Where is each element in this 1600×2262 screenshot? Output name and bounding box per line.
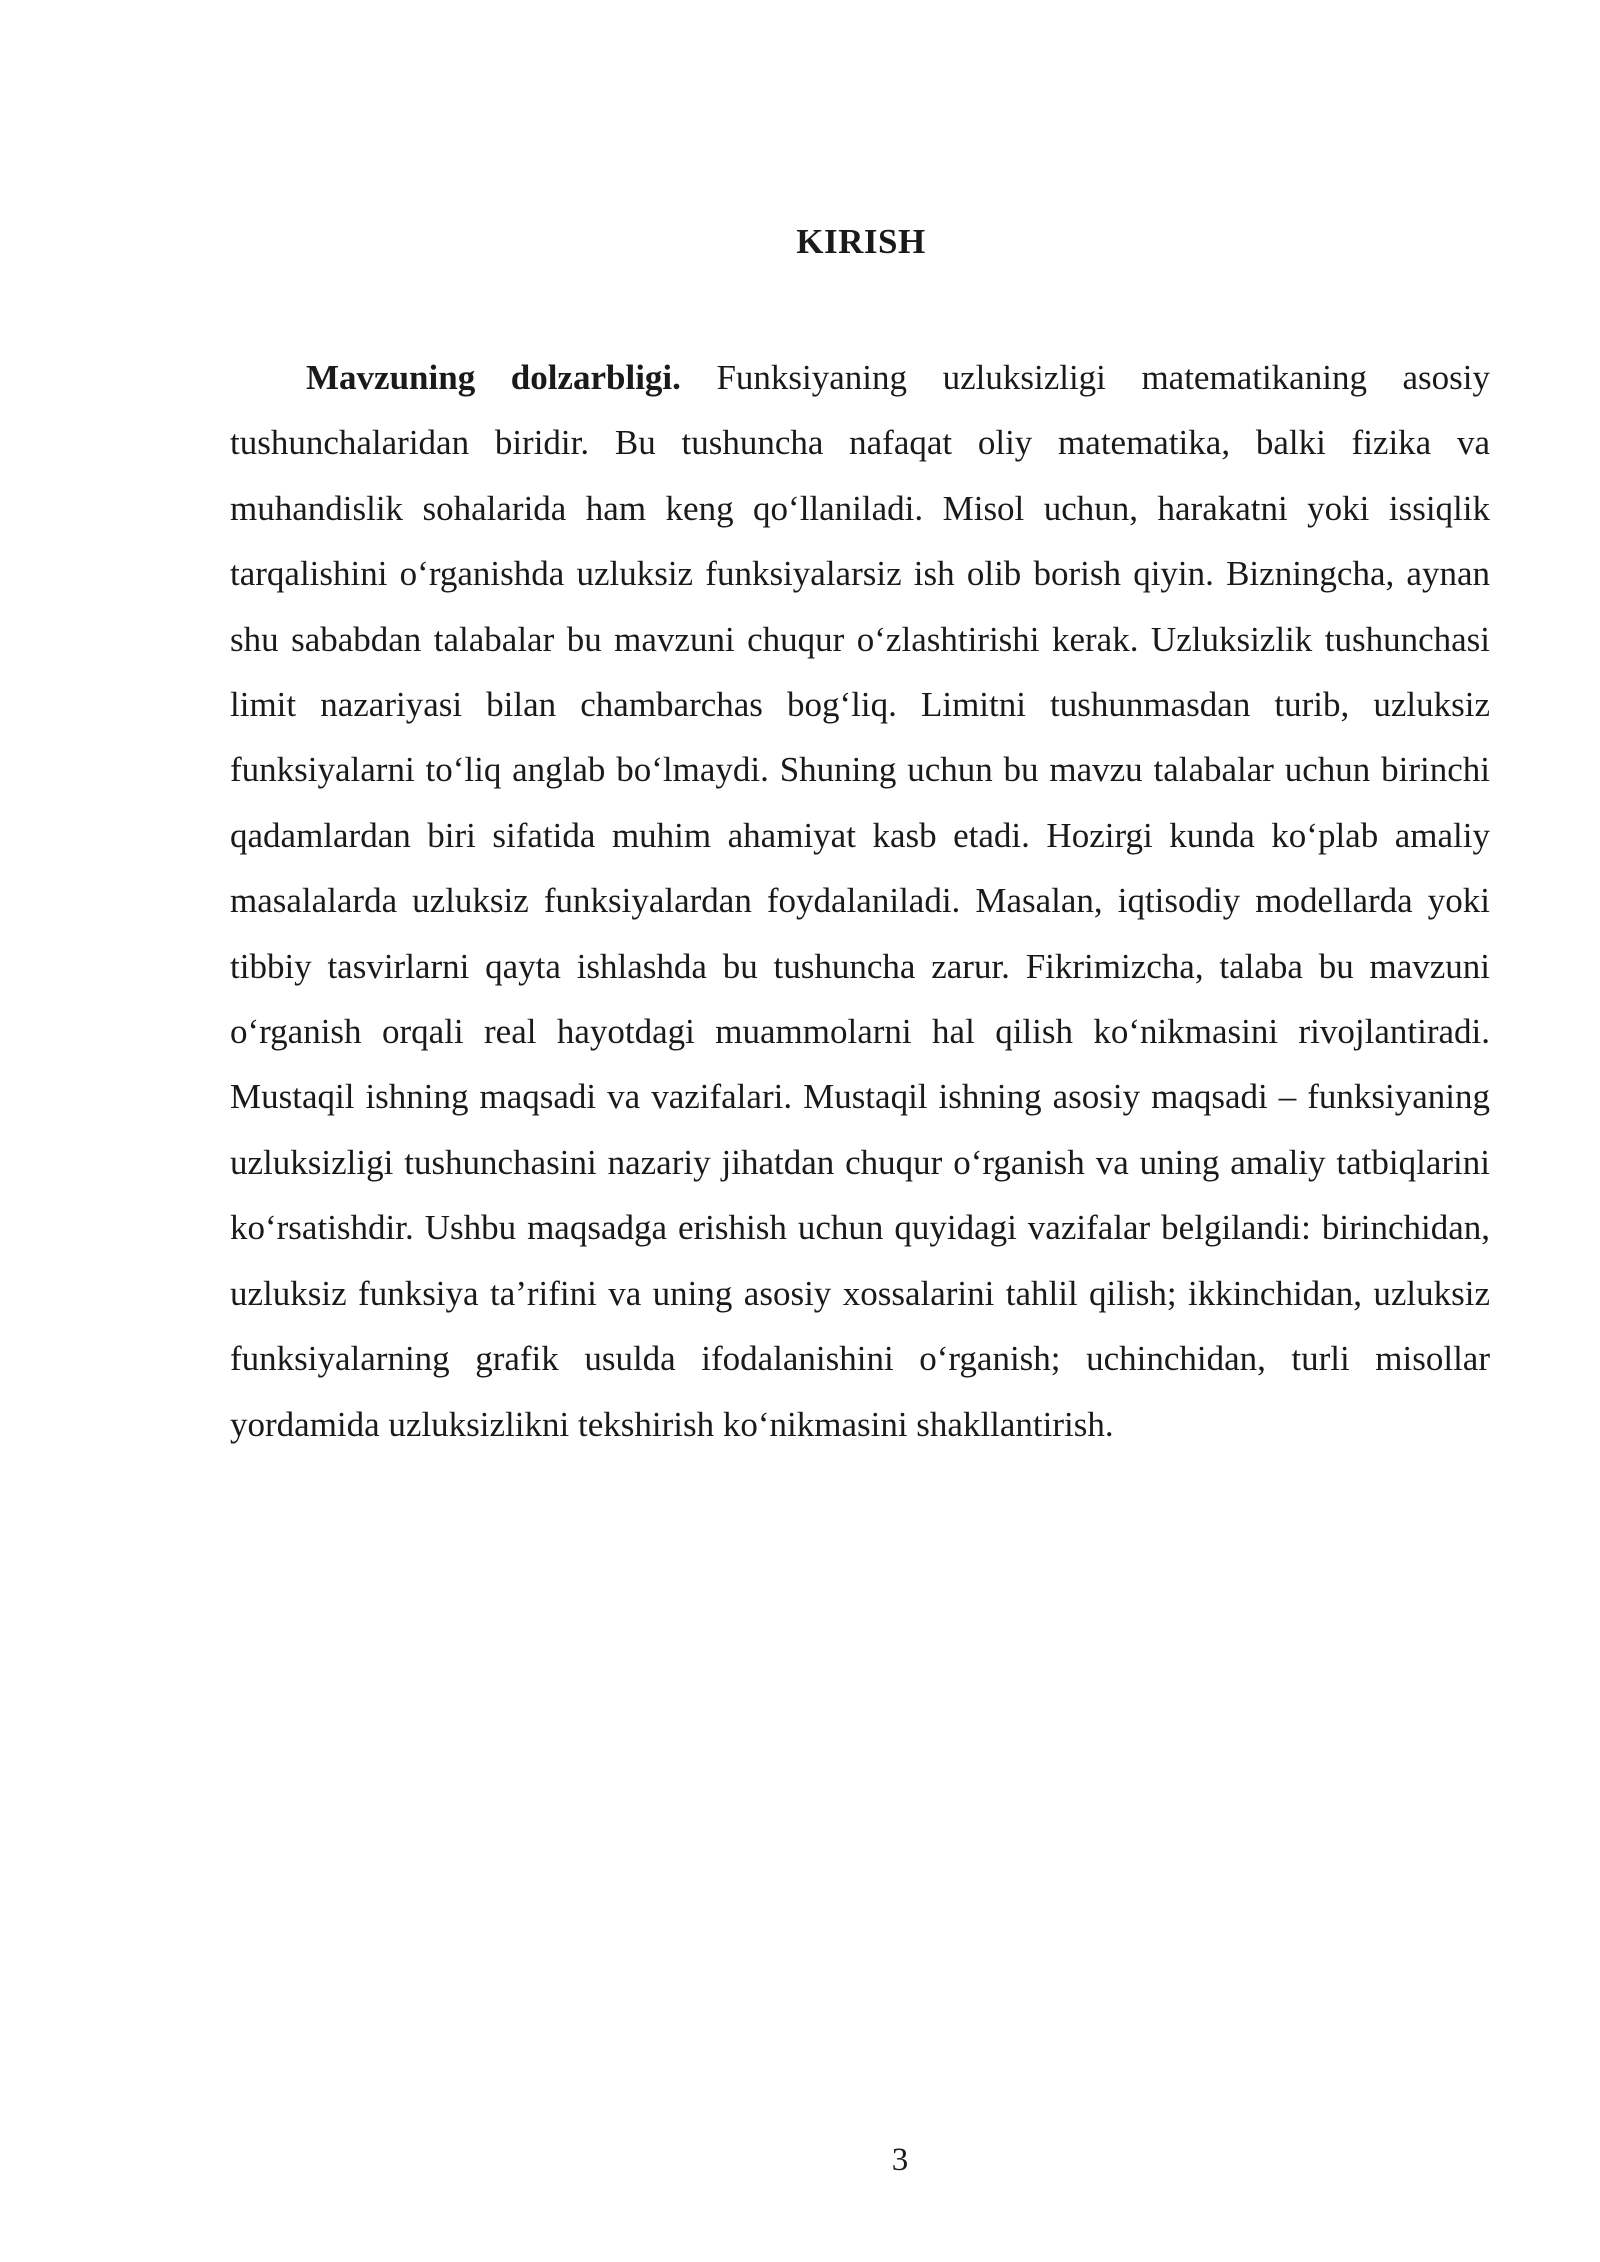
- body-paragraph: [230, 345, 1490, 1457]
- page-number: 3: [891, 2142, 909, 2178]
- paragraph-text: Funksiyaning uzluksizligi matematikaning asosiy tushunchalaridan biridir. Bu tushuncha nafaqat oliy matematika, balki fizika va muhandislik sohalarida ham keng qo‘llaniladi. Misol uchun, harakatni yoki issiqlik tarqalishini o‘rganishda uzluksiz funksiyalarsiz ish olib borish qiyin. Bizningcha, aynan shu sababdan talabalar bu mavzuni chuqur o‘zlashtirishi kerak. Uzluksizlik tushunchasi limit nazariyasi bilan chambarchas bog‘liq. Limitni tushunmasdan turib, uzluksiz funksiyalarni to‘liq anglab bo‘lmaydi. Shuning uchun bu mavzu talabalar uchun birinchi qadamlardan biri sifatida muhim ahamiyat kasb etadi. Hozirgi kunda ko‘plab amaliy masalalarda uzluksiz funksiyalardan foydalaniladi. Masalan, iqtisodiy modellarda yoki tibbiy tasvirlarni qayta ishlashda bu tushuncha zarur. Fikrimizcha, talaba bu mavzuni o‘rganish orqali real hayotdagi muammolarni hal qilish ko‘nikmasini rivojlantiradi. Mustaqil ishning maqsadi va vazifalari. Mustaqil ishning asosiy maqsadi – funksiyaning uzluksizligi tushunchasini nazariy jihatdan chuqur o‘rganish va uning amaliy tatbiqlarini ko‘rsatishdir. Ushbu maqsadga erishish uchun quyidagi vazifalar belgilandi: birinchidan, uzluksiz funksiya ta’rifini va uning asosiy xossalarini tahlil qilish; ikkinchidan, uzluksiz funksiyalarning grafik usulda ifodalanishini o‘rganish; uchinchidan, turli misollar yordamida uzluksizlikni tekshirish ko‘nikmasini shakllantirish.: [230, 358, 1490, 1444]
- paragraph-lead-heading: Mavzuning dolzarbligi.: [306, 358, 681, 397]
- page-title: KIRISH: [796, 222, 926, 261]
